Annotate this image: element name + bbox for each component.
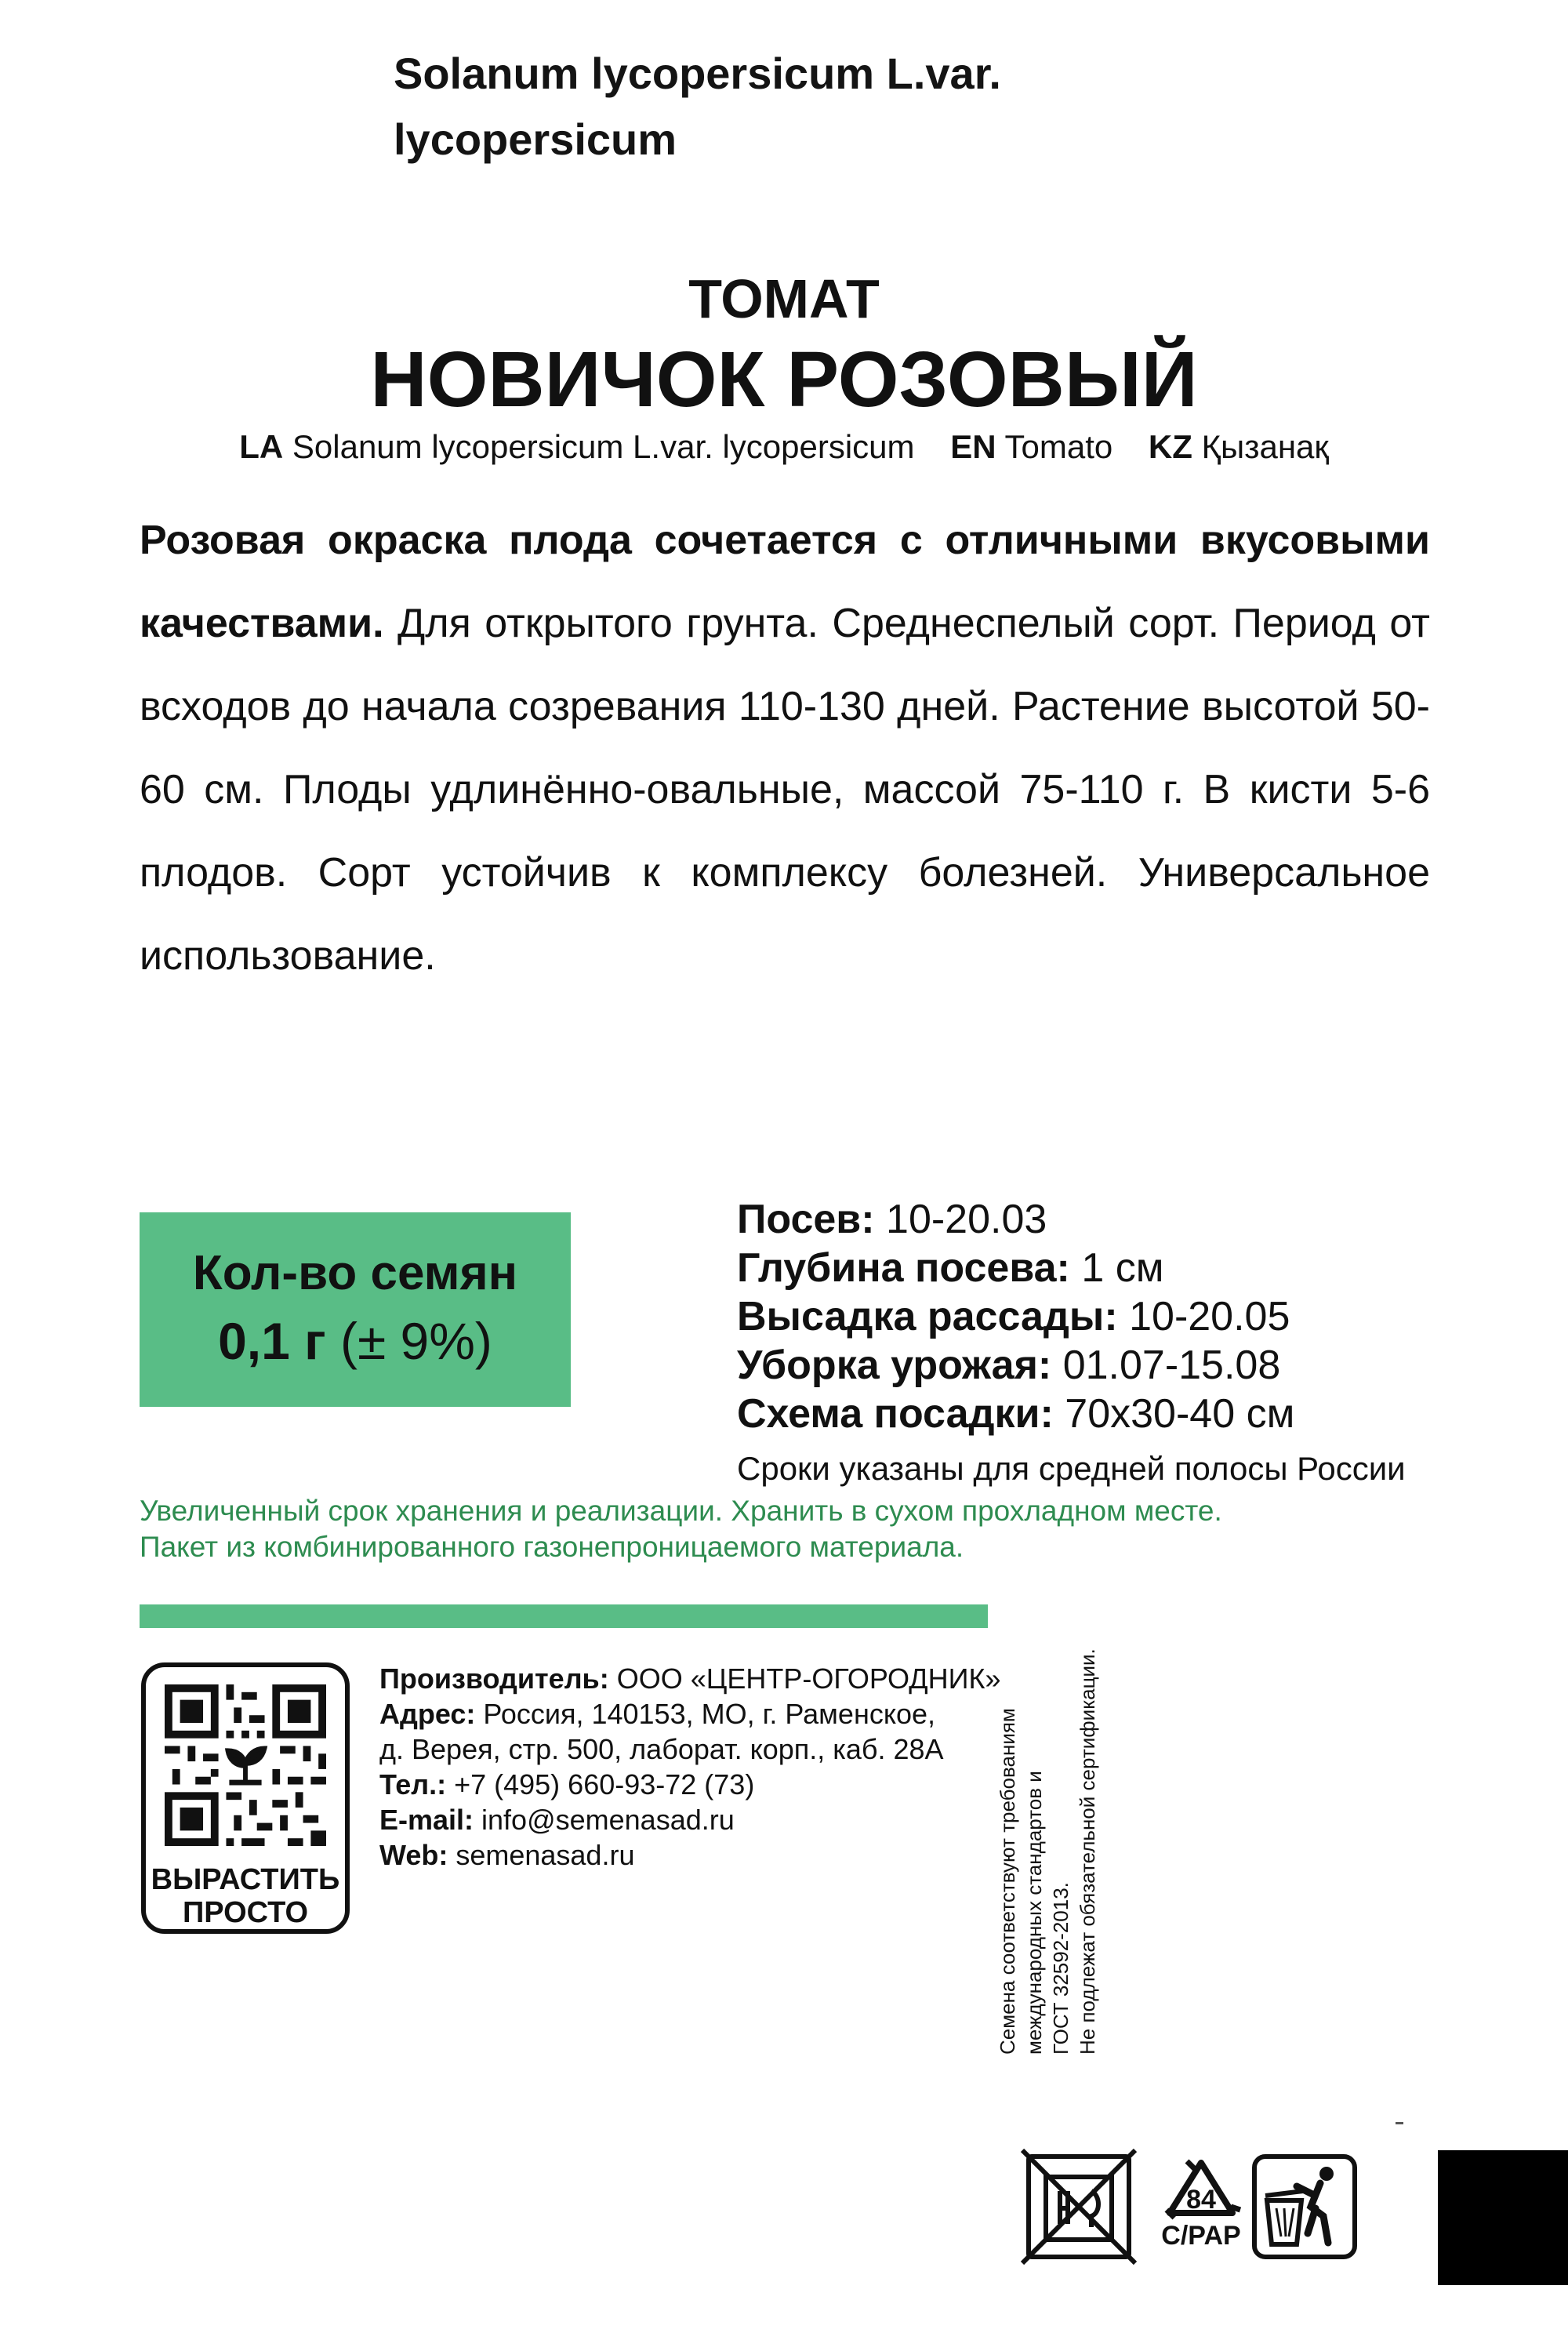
planting-scheme-value: 70х30-40 см [1053, 1391, 1295, 1437]
manufacturer-info [379, 1661, 1001, 1873]
transplant-label: Высадка рассады: [737, 1294, 1118, 1339]
web-row [379, 1837, 1001, 1873]
variety-description [140, 499, 1430, 997]
lang-name-la: Solanum lycopersicum L.var. lycopersicum [292, 428, 915, 465]
address-row [379, 1696, 1001, 1731]
email-label: E-mail: [379, 1804, 474, 1836]
language-names [0, 425, 1568, 469]
phone-value: +7 (495) 660-93-72 (73) [446, 1768, 755, 1800]
seed-quantity-box [140, 1212, 571, 1407]
sowing-row [737, 1195, 1294, 1244]
sowing-depth-label: Глубина посева: [737, 1245, 1070, 1291]
not-for-food-icon [1022, 2150, 1135, 2263]
web-value: semenasad.ru [448, 1839, 635, 1871]
latin-name-line2: lycopersicum [394, 114, 677, 164]
latin-name-line1: Solanum lycopersicum L.var. [394, 49, 1001, 98]
lang-code-kz: KZ [1148, 428, 1192, 465]
harvest-value: 01.07-15.08 [1051, 1343, 1281, 1388]
brand-slogan-line2: ПРОСТО [182, 1896, 309, 1929]
brand-slogan-line1: ВЫРАСТИТЬ [151, 1863, 340, 1896]
harvest-label: Уборка урожая: [737, 1343, 1052, 1388]
address-line2: д. Верея, стр. 500, лаборат. корп., каб. 28А [379, 1733, 944, 1765]
harvest-row [737, 1341, 1294, 1390]
description-text: Для открытого грунта. Среднеспелый сорт. Период от всходов до начала созревания 110-130 дней. Растение высотой 50-60 см. Плоды удлинённо-овальные, массой 75-110 г. В кисти 5-6 плодов. Сорт устойчив к комплексу болезней. Универсальное использование. [140, 601, 1430, 979]
email-row [379, 1802, 1001, 1837]
trash-bin-icon [1254, 2157, 1355, 2257]
brand-slogan [146, 1863, 345, 1929]
phone-row [379, 1767, 1001, 1802]
seed-quantity-value [140, 1310, 571, 1372]
seed-amount: 0,1 г [218, 1312, 326, 1370]
certification-line4: Не подлежат обязательной сертификации. [1076, 1648, 1099, 2055]
manufacturer-label: Производитель: [379, 1662, 609, 1695]
certification-line1: Семена соответствуют требованиям [996, 1708, 1019, 2055]
manufacturer-row [379, 1661, 1001, 1696]
certification-line3: ГОСТ 32592-2013. [1049, 1882, 1073, 2055]
address-label: Адрес: [379, 1698, 476, 1730]
manufacturer-value: ООО «ЦЕНТР-ОГОРОДНИК» [608, 1662, 1001, 1695]
sowing-value: 10-20.03 [874, 1197, 1047, 1242]
phone-label: Тел.: [379, 1768, 447, 1800]
transplant-value: 10-20.05 [1117, 1294, 1290, 1339]
recycle-icon [1161, 2161, 1240, 2251]
certification-note [994, 1615, 1101, 2055]
variety-title: НОВИЧОК РОЗОВЫЙ [370, 336, 1198, 423]
seed-quantity-label: Кол-во семян [192, 1246, 518, 1300]
crop-title: ТОМАТ [688, 268, 880, 329]
lang-name-en: Tomato [1004, 428, 1113, 465]
sowing-region-note: Сроки указаны для средней полосы России [737, 1450, 1406, 1487]
sowing-schedule [737, 1195, 1294, 1438]
storage-note-line2: Пакет из комбинированного газонепроницаемого материала. [140, 1531, 964, 1563]
qr-code-icon [165, 1684, 326, 1846]
lang-name-kz: Қызанақ [1201, 428, 1329, 465]
transplant-row [737, 1292, 1294, 1341]
brand-qr-badge [141, 1662, 350, 1934]
latin-name-header [394, 41, 1001, 173]
sowing-depth-row [737, 1244, 1294, 1292]
lang-code-la: LA [239, 428, 284, 465]
small-mark [1396, 2122, 1403, 2124]
web-label: Web: [379, 1839, 448, 1871]
recycle-code: C/PAP [1161, 2221, 1241, 2251]
sowing-depth-value: 1 см [1069, 1245, 1164, 1291]
lang-code-en: EN [950, 428, 996, 465]
planting-scheme-label: Схема посадки: [737, 1391, 1054, 1437]
seed-tolerance: (± 9%) [340, 1312, 492, 1370]
green-divider [140, 1604, 988, 1628]
planting-scheme-row [737, 1390, 1294, 1438]
recycle-number: 84 [1186, 2185, 1216, 2215]
certification-line2: международных стандартов и [1022, 1771, 1046, 2055]
storage-note [140, 1493, 1222, 1565]
packaging-symbols [1019, 2146, 1427, 2283]
email-value: info@semenasad.ru [474, 1804, 735, 1836]
address-value: Россия, 140153, МО, г. Раменское, [475, 1698, 936, 1730]
sowing-label: Посев: [737, 1197, 875, 1242]
color-marker-square [1438, 2150, 1568, 2285]
storage-note-line1: Увеличенный срок хранения и реализации. Хранить в сухом прохладном месте. [140, 1495, 1222, 1527]
description-lead: Розовая окраска плода сочетается с отличными вкусовыми качествами. [140, 518, 1430, 646]
